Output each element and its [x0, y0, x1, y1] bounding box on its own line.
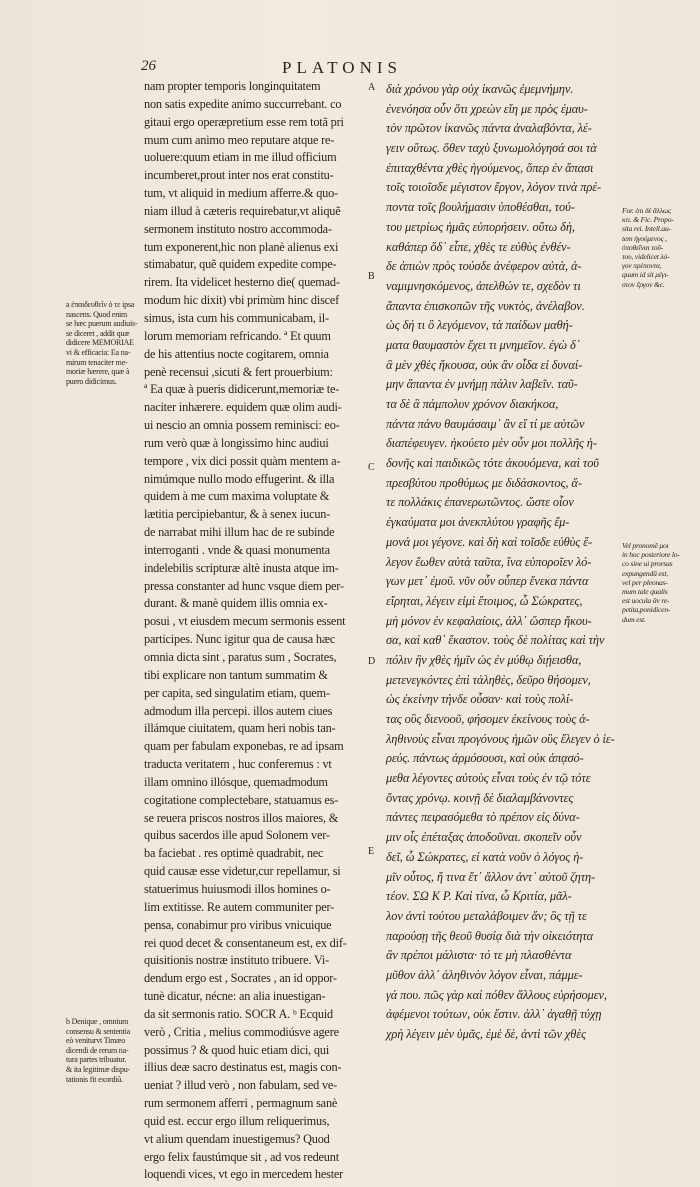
margin-note-right-1 [622, 206, 700, 289]
latin-text-line: nimúmque nullo modo effugerint. & illa [144, 471, 335, 486]
margin-note-line: petita,ponidicen- [622, 605, 671, 615]
latin-text-line: stimabatur, quẽ quidem expedite compe- [144, 257, 337, 272]
margin-note-line: tem ἡγούμενος , [622, 233, 667, 243]
greek-text-line: λον ἀντὶ τούτου μεταλάβοιμεν ἄν; ὃς τῇ τε [386, 908, 587, 923]
latin-text-line: durant. & manè quidem illis omnia ex- [144, 596, 328, 611]
latin-text-line: per capita, sed singulatim etiam, quem- [144, 685, 330, 700]
margin-note-line: mum tale qualis [622, 587, 668, 597]
margin-note-line: puero didicimus. [66, 376, 117, 386]
greek-text-line: πόλιν ἣν χθὲς ἡμῖν ὡς ἐν μύθῳ διῄεισθα, [386, 652, 582, 667]
greek-text-line: μὴ μόνον ἐν κεφαλαίοις, ἀλλ᾽ ὥσπερ ἤκου- [386, 613, 592, 628]
margin-note-line: b Denique , omnium [66, 1017, 129, 1026]
margin-note-right-2 [622, 541, 700, 624]
latin-text-line: ui nescio an omnia possem reminisci: eo- [144, 418, 340, 433]
margin-note-line: nascens. Quod enim [66, 309, 128, 319]
latin-text-line: ª Ea quæ à pueris didicerunt,memoriæ te- [144, 382, 340, 397]
running-title: PLATONIS [282, 58, 402, 77]
margin-note-line: sita rei. Intell.au- [622, 224, 671, 234]
latin-text-line: rum verò quæ à longissimo hinc audiui [144, 435, 329, 450]
greek-text-line: διὰ χρόνου γὰρ οὐχ ἱκανῶς ἐμεμνήμην. [386, 82, 574, 96]
latin-text-line: tum, vt aliquid in medium afferre.& quo- [144, 186, 338, 201]
greek-text-line: δε ἀπιὼν πρὸς τούσδε ἀνέφερον αὐτὰ, ἀ- [386, 259, 582, 274]
greek-text-line: εἴρηται, λέγειν εἰμὶ ἕτοιμος, ὦ Σώκρατες, [386, 593, 583, 608]
greek-text-line: μην ἅπαντα ἐν μνήμῃ πάλιν λαβεῖν. ταῦ- [386, 377, 578, 392]
latin-text-line: possimus ? & quod huic etiam dici, qui [144, 1042, 330, 1057]
greek-text-line: παρούσῃ τῆς θεοῦ θυσίᾳ διὰ τὴν οἰκειότητα [386, 928, 593, 943]
latin-text-line: illius deæ sacro destinatus est, magis con- [144, 1060, 342, 1075]
latin-text-line: traducta veritatem , huc conferemus : vt [144, 757, 332, 772]
greek-text-line: ἐγκαύματα μοι ἀνεκπλύτου γραφῆς ἔμ- [386, 515, 570, 530]
greek-text-line: τὸν πρῶτον ἱκανῶς πάντα ἀναλαβόντα, λέ- [386, 121, 592, 136]
latin-text-line: posui , vt eiusdem mecum sermonis essent [144, 614, 346, 629]
greek-text-line: πάντα πάνυ θαυμάσαιμ᾽ ἂν εἴ τί με αὐτῶν [386, 416, 585, 431]
greek-text-line: τέον. ΣΩ Κ Ρ. Καὶ τίνα, ὦ Κριτία, μᾶλ- [386, 889, 572, 904]
latin-text-line: niam illud à cæteris requirebatur,vt aliquẽ [144, 203, 341, 218]
greek-text-line: ματα θαυμαστὸν ἔχει τι μνημεῖον. ἐγὼ δ᾽ [386, 337, 580, 352]
greek-text-line: ἐνενόησα οὖν ὅτι χρεὼν εἴη με πρὸς ἐμαυ- [386, 101, 588, 116]
greek-text-line: ἅπαντα ἐπισκοπῶν τῆς νυκτὸς, ἀνέλαβον. [386, 298, 585, 313]
latin-text-line: participes. Nunc igitur qua de causa hæc [144, 632, 336, 647]
latin-text-line: modum hic dixit) vbi primùm hinc discef [144, 293, 340, 308]
latin-text-line: quisitionis nostræ instituto tribuere. Vi- [144, 953, 329, 968]
greek-text-line: χρὴ λέγειν μὲν ὑμᾶς, ἐμὲ δὲ, ἀντὶ τῶν χθὲς [386, 1027, 586, 1041]
latin-text-line: gitaui ergo operæpretium esse rem totã pri [144, 114, 344, 129]
latin-text-line: ueniat ? illud verò , non fabulam, sed ve- [144, 1078, 338, 1093]
latin-text-line: quibus sacerdos ille apud Solonem ver- [144, 828, 330, 843]
greek-text-line: τοῖς τοιοῖσδε μέγιστον ἔργον, λόγον τινὰ πρέ- [386, 180, 602, 195]
latin-text-line: admodum illa percepi. illos autem ciues [144, 703, 333, 718]
section-letter: E [368, 846, 375, 857]
margin-note-line: dicendi de rerum na- [66, 1045, 129, 1055]
margin-note-line: eò veniturvt Timæo [66, 1036, 126, 1046]
greek-text-line: πρεσβύτου προθύμως με διδάσκοντος, ἅ- [386, 475, 582, 490]
latin-text-line: indelebilis scripturæ altè inusta atque im- [144, 560, 339, 575]
greek-text-line: μῖν οὗτος, ἤ τινα ἔτ᾽ ἄλλον ἀντ᾽ αὐτοῦ ζητη- [386, 869, 596, 884]
greek-text-line: ναμιμνησκόμενος, ἀπελθών τε, σχεδὸν τι [386, 278, 581, 293]
section-letters [368, 0, 380, 1187]
latin-text-line: sermonem instituto nostro accommoda- [144, 221, 332, 236]
margin-note-line: ὑποθεῖναι τοῦ- [622, 242, 664, 252]
latin-text-line: de his attentius nocte cogitarem, omnia [144, 346, 329, 361]
latin-text-line: non satis expedite animo succurrebant. co [144, 96, 342, 111]
latin-text-line: quam per fabulam exponebas, re ad ipsam [144, 739, 344, 754]
latin-text-line: vt alium quendam inuestigemus? Quod [144, 1131, 330, 1146]
greek-text-line: του μετρίως ἡμᾶς εὐπορήσειν. οὕτω δὴ, [386, 219, 575, 234]
margin-note-line: consensu & sententia [66, 1026, 130, 1036]
latin-text-line: loquendi vices, vt ego in mercedem hester [144, 1167, 344, 1182]
margin-note-line: est uocula ἂν re- [622, 596, 670, 606]
latin-text-line: uoluere:quum etiam in me illud officium [144, 150, 337, 165]
greek-text-line: τε πολλάκις ἐπανερωτῶντος. ὥστε οἷον [386, 495, 574, 510]
greek-text-line: σα, καὶ καθ᾽ ἕκαστον. τοὺς δὲ πολίτας καὶ τὴν [386, 633, 605, 648]
greek-column [386, 80, 626, 1045]
margin-note-line: expungendū est, [622, 568, 668, 578]
section-letter: C [368, 462, 375, 473]
latin-text-line: quid causæ esse videtur,cur repellamur, si [144, 864, 341, 879]
greek-text-line: διαπέφευγεν. ἠκούετο μὲν οὖν μοι πολλῆς ἡ- [386, 436, 597, 451]
latin-text-line: lætitia percipiebantur, & à senex iucun- [144, 507, 331, 522]
margin-note-line: dum est. [622, 614, 646, 624]
margin-note-line: vi & efficacia: Ea na- [66, 347, 131, 357]
margin-note-line: co sine ui prorsus [622, 559, 673, 569]
latin-text-line: verò , Critia , melius commodiúsve agere [144, 1024, 339, 1039]
latin-text-line: simus, ista cum his communicabam, il- [144, 310, 329, 325]
margin-note-line: mirum tenaciter me- [66, 357, 128, 367]
margin-note-line: vel per pleonas- [622, 577, 668, 587]
margin-note-line: For. ὁτι δὲ ἄλλως [622, 206, 671, 215]
greek-text-line: πάντες πειρασόμεθα τὸ πρέπον εἰς δύνα- [386, 810, 580, 825]
greek-text-line: μετενεγκόντες ἐπὶ τἀληθὲς, δεῦρο θήσομεν, [386, 672, 591, 687]
latin-text-line: mum cum animo meo reputare atque re- [144, 132, 335, 147]
greek-text-line: μιν οἷς ἐπέταξας ἀποδοῦναι. σκοπεῖν οὖν [386, 830, 582, 845]
margin-note-left-a [66, 300, 146, 386]
greek-text-line: ἐπιταχθέντα χθὲς ἡγούμενος, ὅπερ ἐν ἅπασι [386, 160, 594, 175]
latin-text-line: tum exponerent,hic non planè alienus exi [144, 239, 339, 254]
margin-note-line: Vel pronomē μοι [622, 541, 669, 550]
latin-text-line: rirem. Ita videlicet hesterno die( quemad- [144, 275, 340, 290]
margin-note-line: tura partes tribuatur. [66, 1055, 127, 1065]
latin-text-line: illámque ciuitatem, quam heri nobis tan- [144, 721, 336, 736]
greek-text-line: λεγον ἕωθεν αὐτὰ ταῦτα, ἵνα εὐποροῖεν λό- [386, 554, 592, 569]
margin-note-line: γον πρέποντα, [622, 261, 662, 271]
section-letter: B [368, 271, 375, 282]
greek-text-line: ὡς δή τι ὃ λεγόμενον, τὰ παίδων μαθή- [386, 318, 573, 333]
margin-note-line: moriæ hærere, quæ à [66, 367, 130, 377]
latin-text-line: omnia dicta sint , paratus sum , Socrates, [144, 650, 337, 664]
greek-text-line: ληθινοὺς εἶναι προγόνους ἡμῶν οὓς ἔλεγεν ὁ ἱε- [386, 731, 615, 746]
greek-text-line: δονῆς καὶ παιδικῶς τότε ἀκουόμενα, καὶ τοῦ [386, 456, 599, 471]
greek-text-line: γειν οὕτως. ὅθεν ταχὺ ξυνωμολόγησά σοι τὰ [386, 141, 597, 156]
greek-text-line: μῦθον ἀλλ᾽ ἀληθινὸν λόγον εἶναι, πάμμε- [386, 967, 583, 982]
margin-note-line: a ἐπαιδευθεῖν ὁ τε ipsa [66, 300, 135, 309]
margin-note-line: tationis fit exordiũ. [66, 1074, 123, 1084]
page-number: 26 [141, 58, 156, 74]
latin-text-line: quid est. eccur ergo illum reliquerimus, [144, 1113, 330, 1128]
latin-text-line: nam propter temporis longinquitatem [144, 79, 321, 93]
latin-text-line: interroganti . vnde & quasi monumenta [144, 542, 330, 557]
greek-text-line: ἃ μὲν χθὲς ἤκουσα, οὐκ ἂν οἶδα εἰ δυναί- [386, 357, 583, 372]
latin-text-line: penè recensui ,sicuti & fert prouerbium: [144, 364, 333, 379]
latin-text-line: tempore , vix dici possit quàm mentem a- [144, 453, 341, 468]
latin-text-line: rei quod decet & consentaneum est, ex dif- [144, 935, 347, 950]
latin-text-line: ba faciebat . res optimè quadrabit, nec [144, 846, 324, 861]
latin-text-line: ergo felix faustúmque sit , ad vos redeunt [144, 1149, 339, 1164]
latin-column [144, 78, 362, 1184]
greek-text-line: τας οὓς διενοοῦ, φήσομεν ἐκείνους τοὺς ἀ- [386, 712, 590, 726]
margin-note-line: se hæc puerum audiuis- [66, 319, 138, 329]
greek-text-line: μεθα λέγοντες αὐτοὺς εἶναι τοὺς ἐν τῷ τότε [386, 771, 591, 786]
latin-text-line: se reuera priscos nostros illos maiores, & [144, 810, 339, 825]
greek-text-line: καθάπερ ὅδ᾽ εἶπε, χθὲς τε εὐθὺς ἐνθέν- [386, 239, 571, 254]
latin-text-line: incumberet,prout inter nos erat constitu- [144, 168, 334, 183]
margin-note-line: στον ἔργον &c. [622, 279, 665, 289]
greek-text-line: μονά μοι γέγονε. καὶ δὴ καὶ τοῖσδε εὐθὺς ἕ- [386, 534, 592, 549]
margin-note-left-b [66, 1017, 146, 1084]
latin-text-line: quidem à me cum maxima voluptate & [144, 489, 330, 504]
margin-note-line: in hoc posteriore lo- [622, 550, 680, 560]
margin-note-line: κτι. & Fic. Propo- [622, 215, 674, 225]
greek-text-line: ποντα τοῖς βουλήμασιν ὑποθέσθαι, τού- [386, 200, 575, 215]
greek-text-line: ὄντας χρόνῳ. κοινῇ δὲ διαλαμβάνοντες [386, 790, 574, 805]
greek-text-line: ἀφέμενοι τούτων, οὐκ ἔστιν. ἀλλ᾽ ἀγαθῇ τύχῃ [386, 1007, 602, 1022]
latin-text-line: tibi explicare non tantum summatim & [144, 667, 328, 682]
margin-note-line: του, videlicet λό- [622, 252, 670, 262]
section-letter: A [368, 82, 376, 93]
latin-text-line: lim extitisse. Re autem communiter per- [144, 899, 335, 914]
latin-text-line: dendum ergo est , Socrates , an id oppor- [144, 971, 337, 986]
latin-text-line: tunè dicatur, nécne: an alia inuestigan- [144, 989, 326, 1004]
latin-text-line: de narrabat mihi illum hac de re subinde [144, 525, 335, 540]
greek-text-line: ρεύς. πάντως ἁρμόσουσι, καὶ οὐκ ἀπᾳσό- [386, 751, 584, 766]
latin-text-line: rum sermonem afferri , permagnum sanè [144, 1096, 338, 1111]
margin-note-line: se diceret , addit quæ [66, 328, 130, 338]
greek-text-line: ἂν πρέποι μάλιστα· τό τε μὴ πλασθέντα [386, 948, 572, 963]
greek-text-line: τα δὲ ἃ πάμπολυν χρόνον διακήκοα, [386, 397, 559, 411]
greek-text-line: γά που. πῶς γὰρ καὶ πόθεν ἄλλους εὑρήσομεν, [386, 987, 607, 1002]
greek-text-line: γων μετ᾽ ἐμοῦ. νῦν οὖν οὗπερ ἕνεκα πάντα [386, 574, 589, 589]
latin-text-line: pressa constanter ad hunc vsque diem per- [144, 578, 344, 593]
margin-note-line: didicere MEMORIAE [66, 338, 134, 348]
margin-note-line: & ita legitimæ dispu- [66, 1064, 131, 1074]
latin-text-line: illam omnino illósque, quemadmodum [144, 774, 328, 789]
greek-text-line: δεῖ, ὦ Σώκρατες, εἰ κατὰ νοῦν ὁ λόγος ἡ- [386, 849, 584, 864]
margin-note-line: quum id sit μέγι- [622, 270, 669, 280]
latin-text-line: cogitatione complectebare, statuamus es- [144, 792, 339, 807]
latin-text-line: da sit sermonis ratio. SOCR A. ᵇ Ecquid [144, 1006, 333, 1021]
latin-text-line: lorum memoriam refricando. ª Et quum [144, 328, 331, 343]
greek-text-line: ὡς ἐκείνην τήνδε οὖσαν· καὶ τοὺς πολί- [386, 692, 574, 707]
latin-text-line: naciter inhærere. equidem quæ olim audi- [144, 400, 342, 415]
section-letter: D [368, 656, 376, 667]
latin-text-line: pensa, conabimur pro viribus vnicuique [144, 917, 332, 932]
latin-text-line: statuerimus huiusmodi illos homines o- [144, 881, 331, 896]
